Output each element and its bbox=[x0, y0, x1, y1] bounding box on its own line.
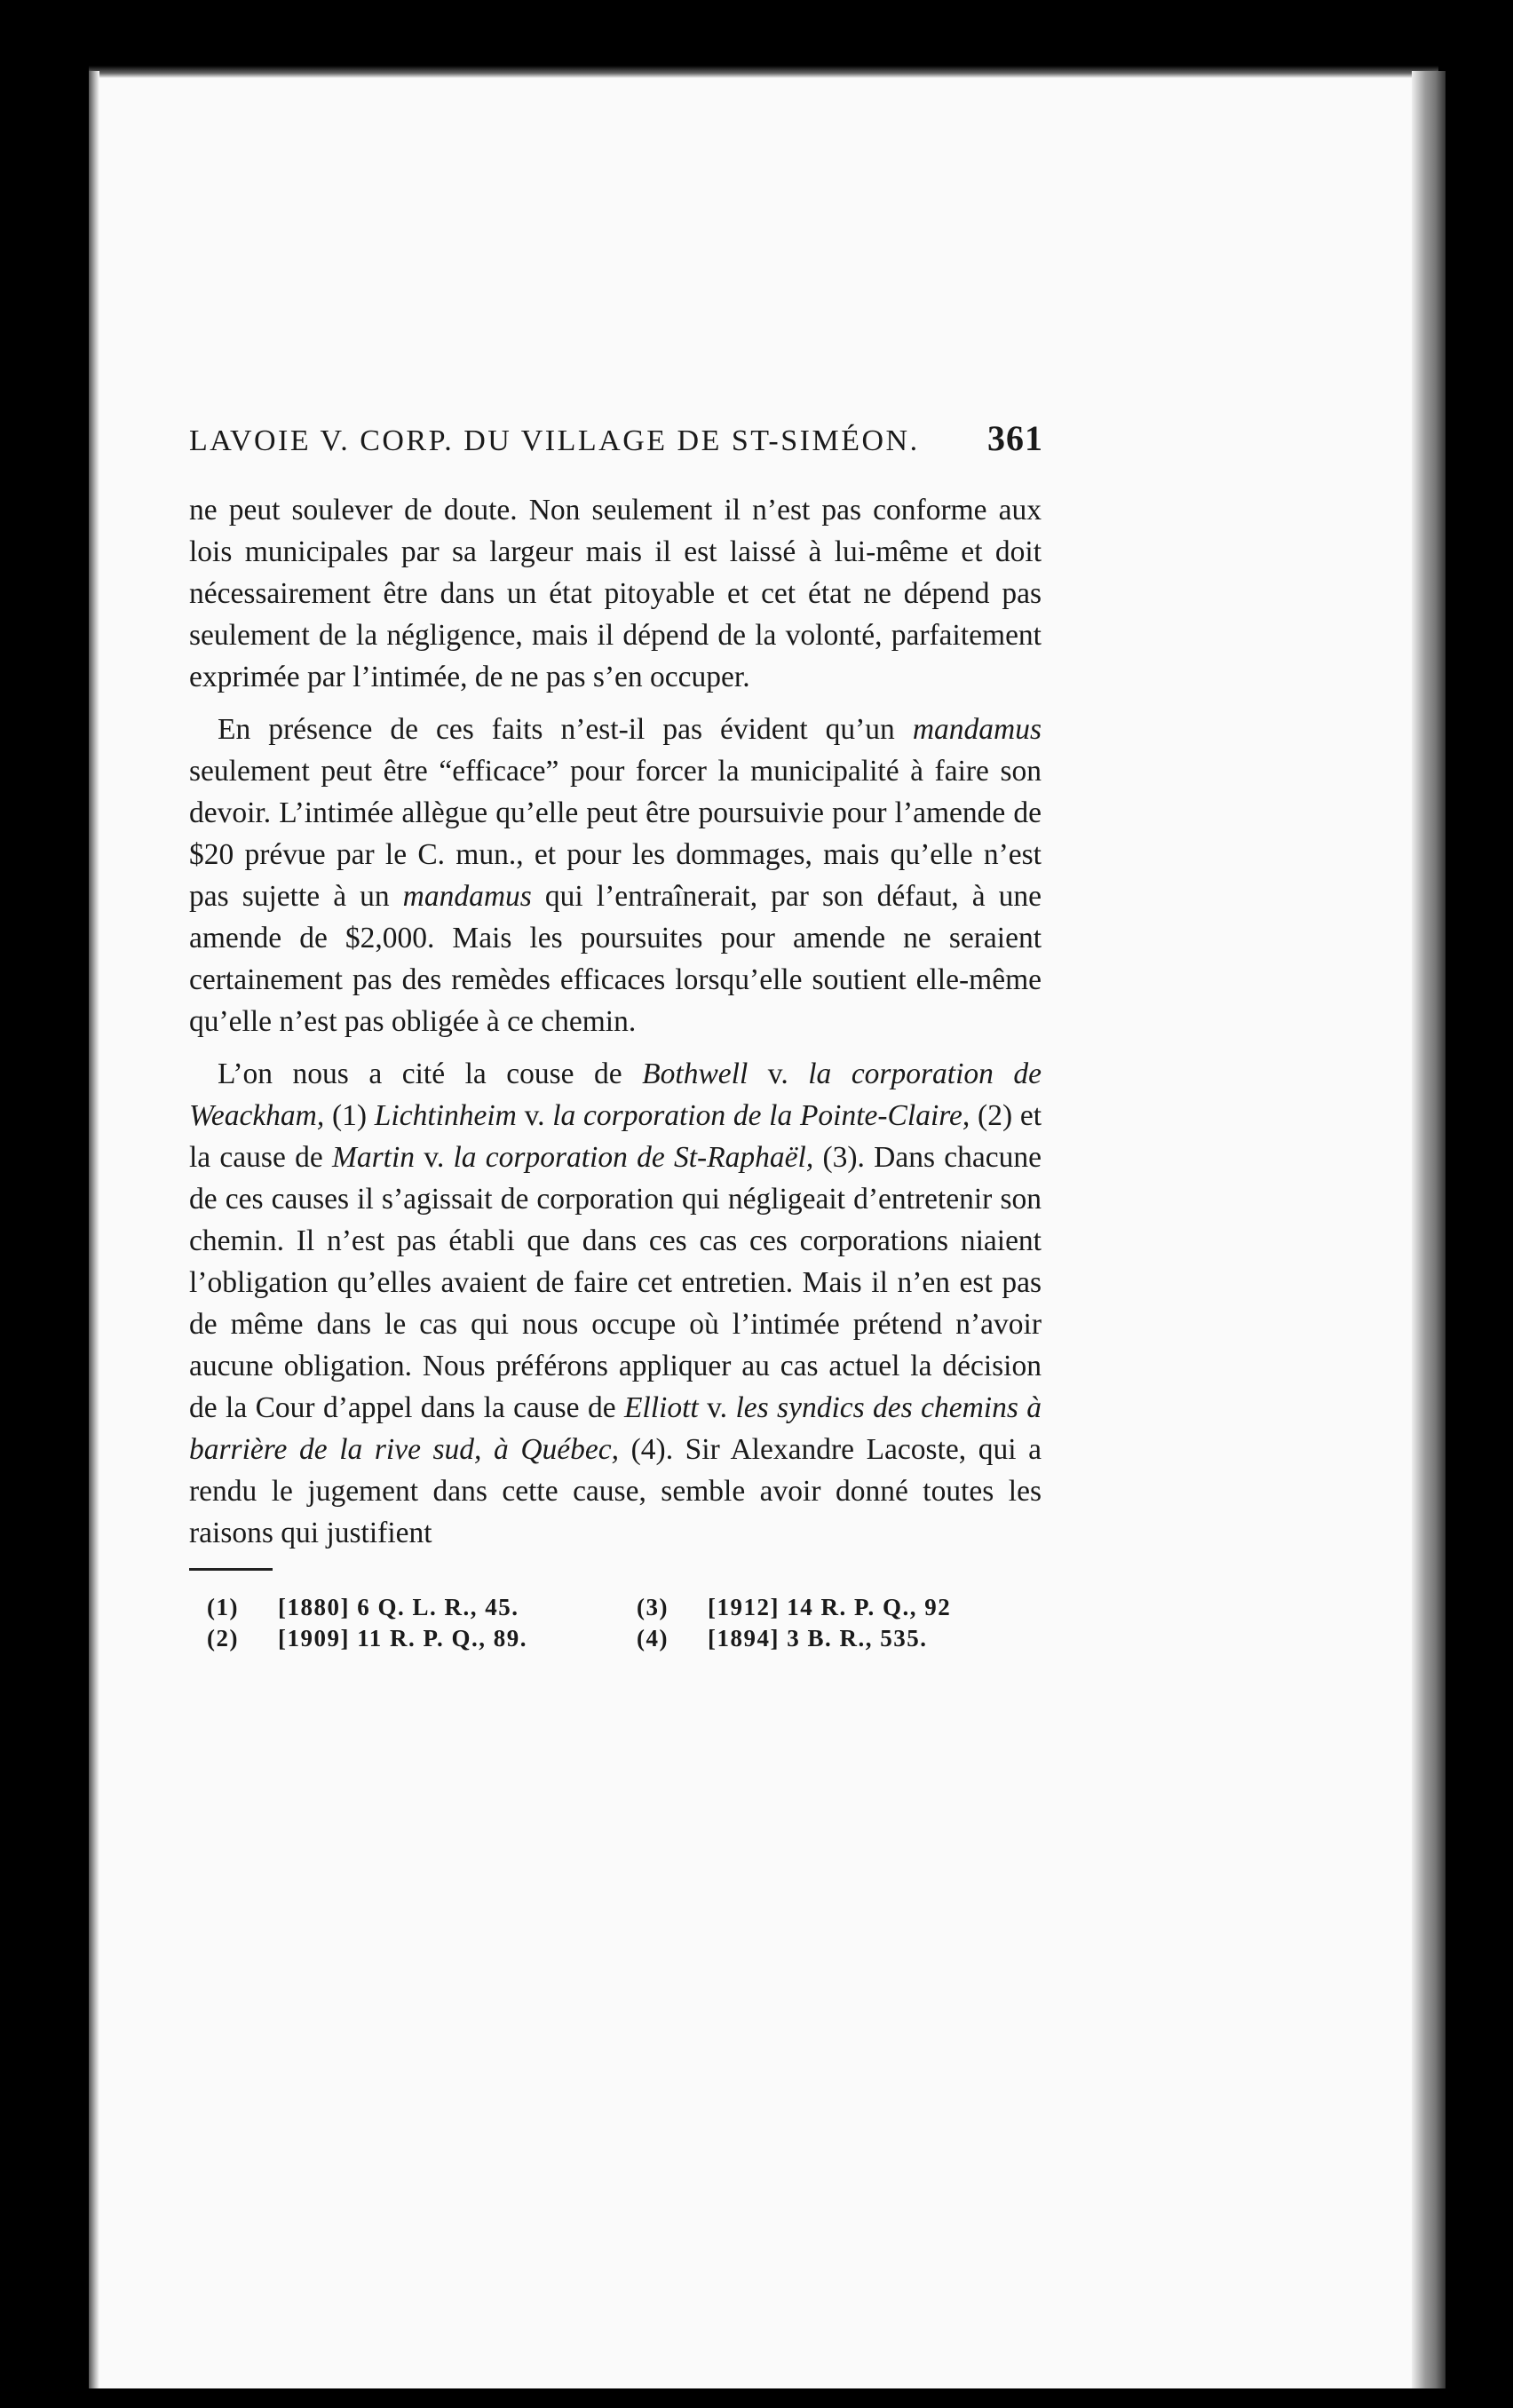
italic-segment: la corporation de St-Raphaël, bbox=[453, 1141, 814, 1174]
page-content bbox=[189, 417, 1042, 1652]
italic-segment: mandamus bbox=[402, 880, 532, 913]
text-segment: seulement peut être “efficace” pour forcer la municipalité à faire son devoir. L’intimée allègue qu’elle peut être poursuivie pour l’amende de $20 prévue par le C. mun., et pour les dommages, mais qu’elle n’est pas sujette à un bbox=[189, 755, 1042, 913]
text-segment: v. bbox=[698, 1391, 736, 1424]
paragraph-1 bbox=[189, 489, 1042, 698]
page-top-edge bbox=[89, 66, 1438, 78]
footnotes bbox=[189, 1594, 1033, 1652]
running-head-title: LAVOIE V. CORP. DU VILLAGE DE ST-SIMÉON. bbox=[189, 424, 920, 457]
text-segment: ne peut soulever de doute. Non seulement il n’est pas conforme aux lois municipales par sa largeur mais il est laissé à lui-même et doit nécessairement être dans un état pitoyable et cet état ne dépend pas seulement de la négligence, mais il dépend de la volonté, parfaitement exprimée par l’intimée, de ne pas s’en occuper. bbox=[189, 494, 1042, 693]
footnote-1 bbox=[207, 1594, 603, 1621]
text-segment: v. bbox=[516, 1099, 553, 1132]
italic-segment: Bothwell bbox=[642, 1057, 749, 1090]
italic-segment: Lichtinheim bbox=[374, 1099, 517, 1132]
footnote-number: (4) bbox=[637, 1625, 669, 1652]
page-fore-edge bbox=[1412, 71, 1446, 2388]
footnote-2 bbox=[207, 1625, 603, 1652]
body-text bbox=[189, 489, 1042, 1554]
text-segment: (4). Sir Alexandre Lacoste, qui a rendu le jugement dans cette cause, semble avoir donné toutes les raisons qui justifient bbox=[189, 1433, 1042, 1549]
text-segment: (3). Dans chacune de ces causes il s’agissait de corporation qui négligeait d’entretenir son chemin. Il n’est pas établi que dans ces cas ces corporations niaient l’obligation qu’elles avaient de faire cet entretien. Mais il n’en est pas de même dans le cas qui nous occupe où l’intimée prétend n’avoir aucune obligation. Nous préférons appliquer au cas actuel la décision de la Cour d’appel dans la cause de bbox=[189, 1141, 1042, 1424]
footnote-rule bbox=[189, 1568, 273, 1571]
paragraph-3 bbox=[189, 1053, 1042, 1554]
text-segment: (1) bbox=[324, 1099, 375, 1132]
footnote-3 bbox=[637, 1594, 1033, 1621]
footnote-reference: [1909] 11 R. P. Q., 89. bbox=[278, 1625, 528, 1652]
page-spine-shadow bbox=[89, 71, 99, 2388]
footnote-reference: [1880] 6 Q. L. R., 45. bbox=[278, 1594, 519, 1620]
italic-segment: Martin bbox=[331, 1141, 416, 1174]
footnote-reference: [1912] 14 R. P. Q., 92 bbox=[708, 1594, 952, 1620]
text-segment: (2) et la cause de bbox=[189, 1099, 1042, 1174]
italic-segment: les syndics des chemins à barrière de la rive sud, à Québec, bbox=[189, 1391, 1042, 1466]
footnote-number: (2) bbox=[207, 1625, 239, 1652]
text-segment: v. bbox=[415, 1141, 454, 1174]
text-segment: qui l’entraînerait, par son défaut, à une amende de $2,000. Mais les poursuites pour amende ne seraient certainement pas des remèdes efficaces lorsqu’elle soutient elle-même qu’elle n’est pas obligée à ce chemin. bbox=[189, 880, 1042, 1038]
italic-segment: Elliott bbox=[623, 1391, 699, 1424]
running-head bbox=[189, 417, 1043, 459]
text-segment: v. bbox=[748, 1057, 809, 1090]
text-segment: L’on nous a cité la couse de bbox=[218, 1057, 643, 1090]
text-segment: En présence de ces faits n’est-il pas évident qu’un bbox=[218, 713, 913, 746]
footnote-reference: [1894] 3 B. R., 535. bbox=[708, 1625, 928, 1652]
footnote-number: (3) bbox=[637, 1594, 669, 1620]
italic-segment: mandamus bbox=[912, 713, 1042, 746]
italic-segment: la corporation de Weackham, bbox=[189, 1057, 1042, 1132]
paragraph-2 bbox=[189, 709, 1042, 1042]
page-number: 361 bbox=[987, 418, 1043, 458]
footnote-number: (1) bbox=[207, 1594, 239, 1620]
italic-segment: la corporation de la Pointe-Claire, bbox=[552, 1099, 970, 1132]
footnote-4 bbox=[637, 1625, 1033, 1652]
